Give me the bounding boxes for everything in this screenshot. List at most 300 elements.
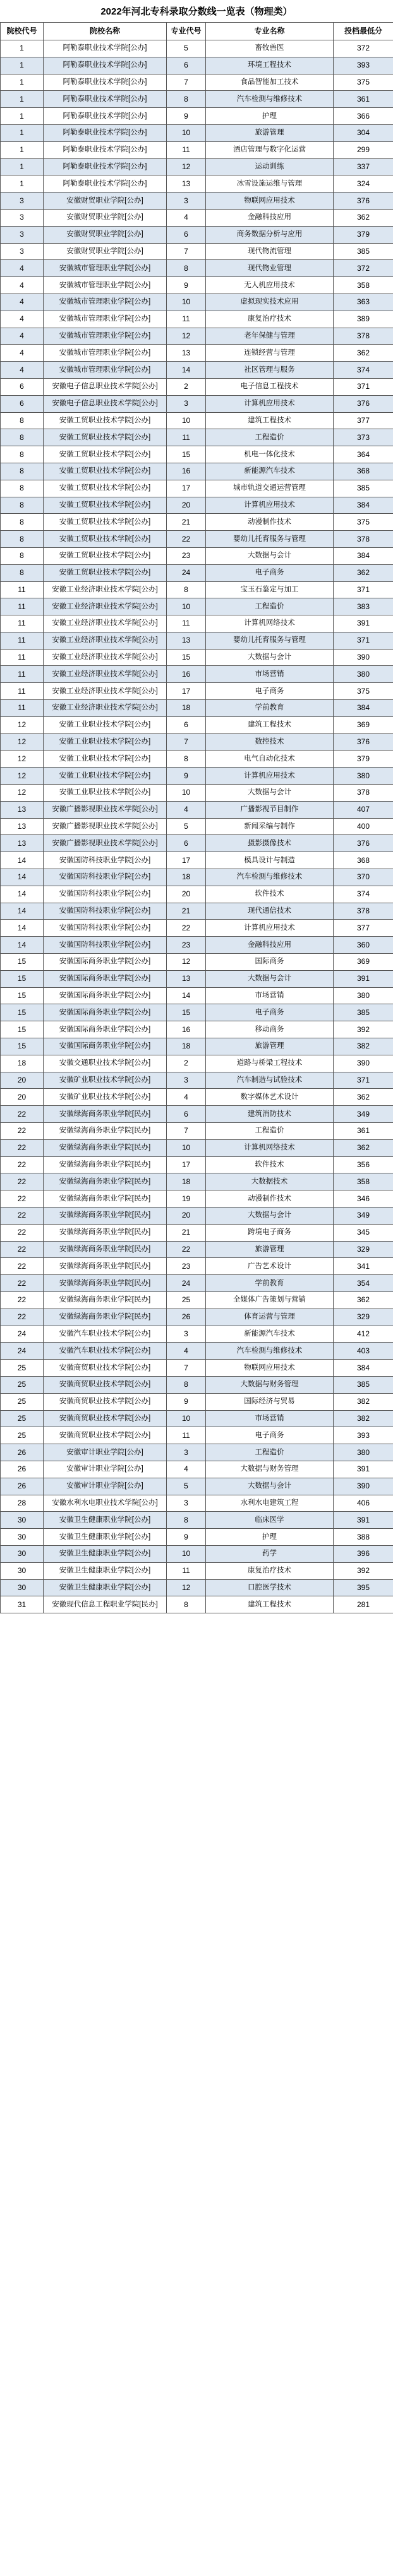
table-row: [1, 1376, 393, 1393]
min-score-cell: 393: [334, 57, 393, 74]
min-score-cell: 380: [334, 666, 393, 683]
school-name-cell: 安徽绿海商务职业学院[民办]: [44, 1258, 167, 1275]
min-score-cell: 304: [334, 124, 393, 141]
major-code-cell: 21: [167, 903, 206, 920]
school-code-cell: 1: [1, 158, 44, 175]
table-row: [1, 801, 393, 818]
school-code-cell: 30: [1, 1512, 44, 1529]
table-row: [1, 920, 393, 937]
major-code-cell: 23: [167, 1258, 206, 1275]
school-code-cell: 8: [1, 531, 44, 548]
major-name-cell: 市场营销: [206, 666, 334, 683]
school-code-cell: 22: [1, 1139, 44, 1156]
major-code-cell: 10: [167, 598, 206, 615]
table-row: [1, 1072, 393, 1089]
header-major-name: 专业名称: [206, 23, 334, 40]
score-table: [0, 22, 393, 1613]
table-row: [1, 74, 393, 91]
major-name-cell: 道路与桥梁工程技术: [206, 1055, 334, 1072]
major-code-cell: 6: [167, 716, 206, 733]
school-name-cell: 安徽矿业职业技术学院[公办]: [44, 1072, 167, 1089]
major-code-cell: 12: [167, 328, 206, 345]
major-code-cell: 9: [167, 277, 206, 294]
min-score-cell: 380: [334, 768, 393, 785]
major-code-cell: 11: [167, 311, 206, 328]
school-name-cell: 安徽绿海商务职业学院[民办]: [44, 1275, 167, 1292]
min-score-cell: 377: [334, 412, 393, 429]
major-code-cell: 6: [167, 1106, 206, 1123]
min-score-cell: 378: [334, 531, 393, 548]
major-name-cell: 电子信息工程技术: [206, 378, 334, 395]
major-name-cell: 汽车检测与维修技术: [206, 1343, 334, 1360]
major-code-cell: 26: [167, 1309, 206, 1326]
major-code-cell: 17: [167, 683, 206, 700]
major-name-cell: 软件技术: [206, 886, 334, 903]
school-name-cell: 安徽工贸职业技术学院[公办]: [44, 497, 167, 514]
major-name-cell: 计算机应用技术: [206, 395, 334, 412]
major-name-cell: 工程造价: [206, 1123, 334, 1140]
major-code-cell: 9: [167, 108, 206, 125]
school-code-cell: 1: [1, 40, 44, 57]
major-code-cell: 3: [167, 395, 206, 412]
school-code-cell: 22: [1, 1258, 44, 1275]
major-name-cell: 冰雪设施运维与管理: [206, 175, 334, 193]
school-code-cell: 15: [1, 1038, 44, 1055]
major-code-cell: 18: [167, 869, 206, 886]
major-name-cell: 大数据技术: [206, 1173, 334, 1190]
min-score-cell: 385: [334, 1004, 393, 1021]
major-name-cell: 口腔医学技术: [206, 1579, 334, 1596]
major-code-cell: 6: [167, 226, 206, 243]
major-code-cell: 12: [167, 954, 206, 971]
school-code-cell: 12: [1, 733, 44, 751]
min-score-cell: 379: [334, 226, 393, 243]
major-code-cell: 7: [167, 1360, 206, 1377]
major-name-cell: 建筑消防技术: [206, 1106, 334, 1123]
major-name-cell: 运动训练: [206, 158, 334, 175]
major-name-cell: 电子商务: [206, 1004, 334, 1021]
school-name-cell: 安徽绿海商务职业学院[民办]: [44, 1123, 167, 1140]
school-code-cell: 4: [1, 294, 44, 311]
school-code-cell: 14: [1, 886, 44, 903]
major-name-cell: 工程造价: [206, 1444, 334, 1461]
min-score-cell: 362: [334, 209, 393, 226]
major-name-cell: 计算机网络技术: [206, 615, 334, 632]
min-score-cell: 388: [334, 1529, 393, 1546]
min-score-cell: 392: [334, 1021, 393, 1038]
school-code-cell: 8: [1, 547, 44, 564]
table-row: [1, 1495, 393, 1512]
school-name-cell: 安徽国际商务职业学院[公办]: [44, 1004, 167, 1021]
major-code-cell: 16: [167, 666, 206, 683]
school-name-cell: 阿勒泰职业技术学院[公办]: [44, 141, 167, 158]
major-name-cell: 现代通信技术: [206, 903, 334, 920]
table-row: [1, 733, 393, 751]
school-code-cell: 22: [1, 1291, 44, 1309]
major-name-cell: 物联网应用技术: [206, 193, 334, 210]
school-name-cell: 安徽工贸职业技术学院[公办]: [44, 547, 167, 564]
school-name-cell: 安徽审计职业学院[公办]: [44, 1444, 167, 1461]
school-name-cell: 安徽国防科技职业学院[公办]: [44, 869, 167, 886]
school-code-cell: 12: [1, 768, 44, 785]
min-score-cell: 392: [334, 1562, 393, 1579]
major-code-cell: 2: [167, 1055, 206, 1072]
table-row: [1, 937, 393, 954]
school-name-cell: 安徽绿海商务职业学院[民办]: [44, 1106, 167, 1123]
table-row: [1, 1410, 393, 1427]
header-row: [1, 23, 393, 40]
table-row: [1, 1089, 393, 1106]
major-code-cell: 21: [167, 1224, 206, 1241]
school-name-cell: 安徽审计职业学院[公办]: [44, 1478, 167, 1495]
school-name-cell: 安徽现代信息工程职业学院[民办]: [44, 1596, 167, 1613]
school-name-cell: 安徽卫生健康职业学院[公办]: [44, 1562, 167, 1579]
school-name-cell: 安徽工贸职业技术学院[公办]: [44, 429, 167, 446]
min-score-cell: 376: [334, 193, 393, 210]
table-row: [1, 869, 393, 886]
min-score-cell: 390: [334, 1055, 393, 1072]
min-score-cell: 329: [334, 1241, 393, 1258]
table-row: [1, 1343, 393, 1360]
table-row: [1, 598, 393, 615]
major-name-cell: 机电一体化技术: [206, 446, 334, 463]
school-code-cell: 25: [1, 1427, 44, 1444]
table-row: [1, 835, 393, 852]
major-name-cell: 环境工程技术: [206, 57, 334, 74]
school-name-cell: 安徽交通职业技术学院[公办]: [44, 1055, 167, 1072]
school-name-cell: 安徽工贸职业技术学院[公办]: [44, 463, 167, 480]
table-row: [1, 1258, 393, 1275]
school-name-cell: 安徽城市管理职业学院[公办]: [44, 345, 167, 362]
school-name-cell: 安徽审计职业学院[公办]: [44, 1461, 167, 1478]
school-name-cell: 安徽工业经济职业技术学院[公办]: [44, 598, 167, 615]
table-row: [1, 1545, 393, 1562]
major-code-cell: 8: [167, 1376, 206, 1393]
school-code-cell: 14: [1, 869, 44, 886]
school-code-cell: 8: [1, 514, 44, 531]
min-score-cell: 378: [334, 785, 393, 802]
major-code-cell: 20: [167, 497, 206, 514]
major-code-cell: 9: [167, 768, 206, 785]
school-name-cell: 安徽绿海商务职业学院[民办]: [44, 1207, 167, 1224]
school-name-cell: 安徽工贸职业技术学院[公办]: [44, 564, 167, 581]
table-row: [1, 886, 393, 903]
min-score-cell: 371: [334, 632, 393, 649]
table-row: [1, 345, 393, 362]
min-score-cell: 384: [334, 1360, 393, 1377]
school-code-cell: 25: [1, 1376, 44, 1393]
school-code-cell: 26: [1, 1478, 44, 1495]
school-code-cell: 22: [1, 1207, 44, 1224]
min-score-cell: 364: [334, 446, 393, 463]
school-name-cell: 安徽绿海商务职业学院[民办]: [44, 1224, 167, 1241]
table-row: [1, 108, 393, 125]
major-name-cell: 学前教育: [206, 1275, 334, 1292]
school-code-cell: 11: [1, 700, 44, 717]
major-code-cell: 12: [167, 1579, 206, 1596]
min-score-cell: 368: [334, 852, 393, 869]
major-code-cell: 25: [167, 1291, 206, 1309]
table-row: [1, 1579, 393, 1596]
min-score-cell: 299: [334, 141, 393, 158]
school-code-cell: 1: [1, 141, 44, 158]
major-name-cell: 婴幼儿托育服务与管理: [206, 531, 334, 548]
school-name-cell: 安徽工贸职业技术学院[公办]: [44, 531, 167, 548]
school-name-cell: 安徽水利水电职业技术学院[公办]: [44, 1495, 167, 1512]
major-code-cell: 21: [167, 514, 206, 531]
school-code-cell: 11: [1, 632, 44, 649]
school-code-cell: 22: [1, 1123, 44, 1140]
major-name-cell: 广播影视节目制作: [206, 801, 334, 818]
major-name-cell: 动漫制作技术: [206, 1190, 334, 1208]
major-name-cell: 全媒体广告策划与营销: [206, 1291, 334, 1309]
major-name-cell: 软件技术: [206, 1156, 334, 1173]
min-score-cell: 376: [334, 835, 393, 852]
major-code-cell: 19: [167, 1190, 206, 1208]
min-score-cell: 362: [334, 1291, 393, 1309]
school-name-cell: 安徽工贸职业技术学院[公办]: [44, 480, 167, 497]
major-name-cell: 新能源汽车技术: [206, 1326, 334, 1343]
school-code-cell: 1: [1, 57, 44, 74]
table-row: [1, 294, 393, 311]
min-score-cell: 375: [334, 74, 393, 91]
table-row: [1, 40, 393, 57]
school-code-cell: 6: [1, 395, 44, 412]
table-row: [1, 91, 393, 108]
major-name-cell: 汽车检测与维修技术: [206, 91, 334, 108]
min-score-cell: 403: [334, 1343, 393, 1360]
table-row: [1, 1038, 393, 1055]
major-code-cell: 9: [167, 1529, 206, 1546]
school-name-cell: 安徽工贸职业技术学院[公办]: [44, 514, 167, 531]
major-name-cell: 动漫制作技术: [206, 514, 334, 531]
school-name-cell: 安徽国防科技职业学院[公办]: [44, 852, 167, 869]
major-name-cell: 大数据与财务管理: [206, 1461, 334, 1478]
major-name-cell: 新能源汽车技术: [206, 463, 334, 480]
school-name-cell: 安徽工业经济职业技术学院[公办]: [44, 666, 167, 683]
major-code-cell: 4: [167, 1089, 206, 1106]
major-code-cell: 16: [167, 463, 206, 480]
school-name-cell: 安徽绿海商务职业学院[民办]: [44, 1241, 167, 1258]
major-name-cell: 宝玉石鉴定与加工: [206, 581, 334, 598]
major-code-cell: 11: [167, 615, 206, 632]
major-name-cell: 康复治疗技术: [206, 1562, 334, 1579]
min-score-cell: 358: [334, 1173, 393, 1190]
school-name-cell: 安徽工业经济职业技术学院[公办]: [44, 632, 167, 649]
min-score-cell: 407: [334, 801, 393, 818]
min-score-cell: 369: [334, 716, 393, 733]
min-score-cell: 362: [334, 564, 393, 581]
school-code-cell: 15: [1, 1021, 44, 1038]
school-code-cell: 15: [1, 987, 44, 1004]
min-score-cell: 376: [334, 395, 393, 412]
school-name-cell: 安徽城市管理职业学院[公办]: [44, 277, 167, 294]
table-row: [1, 429, 393, 446]
table-row: [1, 1512, 393, 1529]
major-name-cell: 广告艺术设计: [206, 1258, 334, 1275]
major-code-cell: 11: [167, 1427, 206, 1444]
min-score-cell: 362: [334, 345, 393, 362]
min-score-cell: 384: [334, 547, 393, 564]
min-score-cell: 374: [334, 886, 393, 903]
min-score-cell: 382: [334, 1410, 393, 1427]
major-name-cell: 汽车检测与维修技术: [206, 869, 334, 886]
table-row: [1, 581, 393, 598]
table-row: [1, 260, 393, 277]
school-code-cell: 13: [1, 818, 44, 835]
major-name-cell: 模具设计与制造: [206, 852, 334, 869]
table-row: [1, 683, 393, 700]
table-row: [1, 785, 393, 802]
school-name-cell: 安徽工业职业技术学院[公办]: [44, 768, 167, 785]
min-score-cell: 366: [334, 108, 393, 125]
min-score-cell: 372: [334, 40, 393, 57]
min-score-cell: 391: [334, 970, 393, 987]
school-name-cell: 安徽绿海商务职业学院[民办]: [44, 1291, 167, 1309]
school-name-cell: 安徽工贸职业技术学院[公办]: [44, 412, 167, 429]
major-code-cell: 10: [167, 294, 206, 311]
major-code-cell: 18: [167, 1173, 206, 1190]
min-score-cell: 356: [334, 1156, 393, 1173]
school-name-cell: 安徽绿海商务职业学院[民办]: [44, 1190, 167, 1208]
major-name-cell: 新闻采编与制作: [206, 818, 334, 835]
school-code-cell: 15: [1, 1004, 44, 1021]
min-score-cell: 370: [334, 869, 393, 886]
min-score-cell: 368: [334, 463, 393, 480]
min-score-cell: 369: [334, 954, 393, 971]
table-row: [1, 531, 393, 548]
major-code-cell: 6: [167, 835, 206, 852]
major-code-cell: 9: [167, 1393, 206, 1410]
min-score-cell: 385: [334, 243, 393, 260]
school-code-cell: 8: [1, 446, 44, 463]
min-score-cell: 375: [334, 683, 393, 700]
school-name-cell: 安徽工业经济职业技术学院[公办]: [44, 581, 167, 598]
major-name-cell: 社区管理与服务: [206, 362, 334, 379]
school-name-cell: 阿勒泰职业技术学院[公办]: [44, 40, 167, 57]
school-name-cell: 安徽工业职业技术学院[公办]: [44, 785, 167, 802]
school-code-cell: 14: [1, 852, 44, 869]
table-row: [1, 277, 393, 294]
school-code-cell: 3: [1, 226, 44, 243]
major-code-cell: 10: [167, 1410, 206, 1427]
school-name-cell: 安徽商贸职业技术学院[公办]: [44, 1393, 167, 1410]
major-code-cell: 3: [167, 1495, 206, 1512]
min-score-cell: 337: [334, 158, 393, 175]
school-name-cell: 安徽国防科技职业学院[公办]: [44, 937, 167, 954]
table-row: [1, 395, 393, 412]
table-row: [1, 1190, 393, 1208]
school-code-cell: 8: [1, 564, 44, 581]
school-name-cell: 阿勒泰职业技术学院[公办]: [44, 108, 167, 125]
major-name-cell: 酒店管理与数字化运营: [206, 141, 334, 158]
min-score-cell: 382: [334, 1038, 393, 1055]
major-code-cell: 8: [167, 751, 206, 768]
min-score-cell: 380: [334, 1444, 393, 1461]
major-name-cell: 电子商务: [206, 564, 334, 581]
school-name-cell: 安徽城市管理职业学院[公办]: [44, 328, 167, 345]
table-row: [1, 1055, 393, 1072]
major-name-cell: 康复治疗技术: [206, 311, 334, 328]
min-score-cell: 400: [334, 818, 393, 835]
school-name-cell: 安徽商贸职业技术学院[公办]: [44, 1376, 167, 1393]
school-code-cell: 24: [1, 1326, 44, 1343]
school-code-cell: 18: [1, 1055, 44, 1072]
table-row: [1, 226, 393, 243]
school-code-cell: 11: [1, 649, 44, 666]
min-score-cell: 371: [334, 581, 393, 598]
major-name-cell: 工程造价: [206, 429, 334, 446]
table-row: [1, 1021, 393, 1038]
school-name-cell: 安徽城市管理职业学院[公办]: [44, 260, 167, 277]
major-code-cell: 23: [167, 547, 206, 564]
major-code-cell: 8: [167, 91, 206, 108]
school-code-cell: 13: [1, 835, 44, 852]
min-score-cell: 390: [334, 1478, 393, 1495]
major-code-cell: 7: [167, 243, 206, 260]
major-name-cell: 大数据与会计: [206, 970, 334, 987]
school-name-cell: 安徽广播影视职业技术学院[公办]: [44, 818, 167, 835]
school-code-cell: 1: [1, 74, 44, 91]
major-name-cell: 国际经济与贸易: [206, 1393, 334, 1410]
table-row: [1, 497, 393, 514]
major-code-cell: 17: [167, 852, 206, 869]
major-code-cell: 14: [167, 987, 206, 1004]
table-row: [1, 1123, 393, 1140]
min-score-cell: 395: [334, 1579, 393, 1596]
school-name-cell: 阿勒泰职业技术学院[公办]: [44, 74, 167, 91]
major-name-cell: 数字媒体艺术设计: [206, 1089, 334, 1106]
school-name-cell: 阿勒泰职业技术学院[公办]: [44, 175, 167, 193]
major-name-cell: 跨境电子商务: [206, 1224, 334, 1241]
major-name-cell: 建筑工程技术: [206, 412, 334, 429]
major-name-cell: 体育运营与管理: [206, 1309, 334, 1326]
major-code-cell: 13: [167, 345, 206, 362]
major-code-cell: 11: [167, 141, 206, 158]
table-row: [1, 700, 393, 717]
school-code-cell: 3: [1, 193, 44, 210]
school-name-cell: 安徽汽车职业技术学院[公办]: [44, 1326, 167, 1343]
major-code-cell: 23: [167, 937, 206, 954]
min-score-cell: 363: [334, 294, 393, 311]
major-name-cell: 虚拟现实技术应用: [206, 294, 334, 311]
major-code-cell: 18: [167, 700, 206, 717]
major-name-cell: 市场营销: [206, 1410, 334, 1427]
major-name-cell: 建筑工程技术: [206, 1596, 334, 1613]
min-score-cell: 361: [334, 1123, 393, 1140]
min-score-cell: 385: [334, 480, 393, 497]
major-code-cell: 10: [167, 124, 206, 141]
school-code-cell: 30: [1, 1529, 44, 1546]
school-name-cell: 安徽国际商务职业学院[公办]: [44, 1021, 167, 1038]
table-row: [1, 1562, 393, 1579]
school-code-cell: 12: [1, 785, 44, 802]
min-score-cell: 376: [334, 733, 393, 751]
school-code-cell: 11: [1, 615, 44, 632]
table-row: [1, 175, 393, 193]
school-code-cell: 14: [1, 920, 44, 937]
school-name-cell: 安徽工业经济职业技术学院[公办]: [44, 615, 167, 632]
school-name-cell: 安徽卫生健康职业学院[公办]: [44, 1512, 167, 1529]
major-code-cell: 14: [167, 362, 206, 379]
min-score-cell: 380: [334, 987, 393, 1004]
min-score-cell: 358: [334, 277, 393, 294]
min-score-cell: 382: [334, 1393, 393, 1410]
major-name-cell: 计算机应用技术: [206, 497, 334, 514]
sheet-title: 2022年河北专科录取分数线一览表（物理类）: [100, 6, 293, 17]
school-name-cell: 安徽财贸职业学院[公办]: [44, 243, 167, 260]
min-score-cell: 341: [334, 1258, 393, 1275]
